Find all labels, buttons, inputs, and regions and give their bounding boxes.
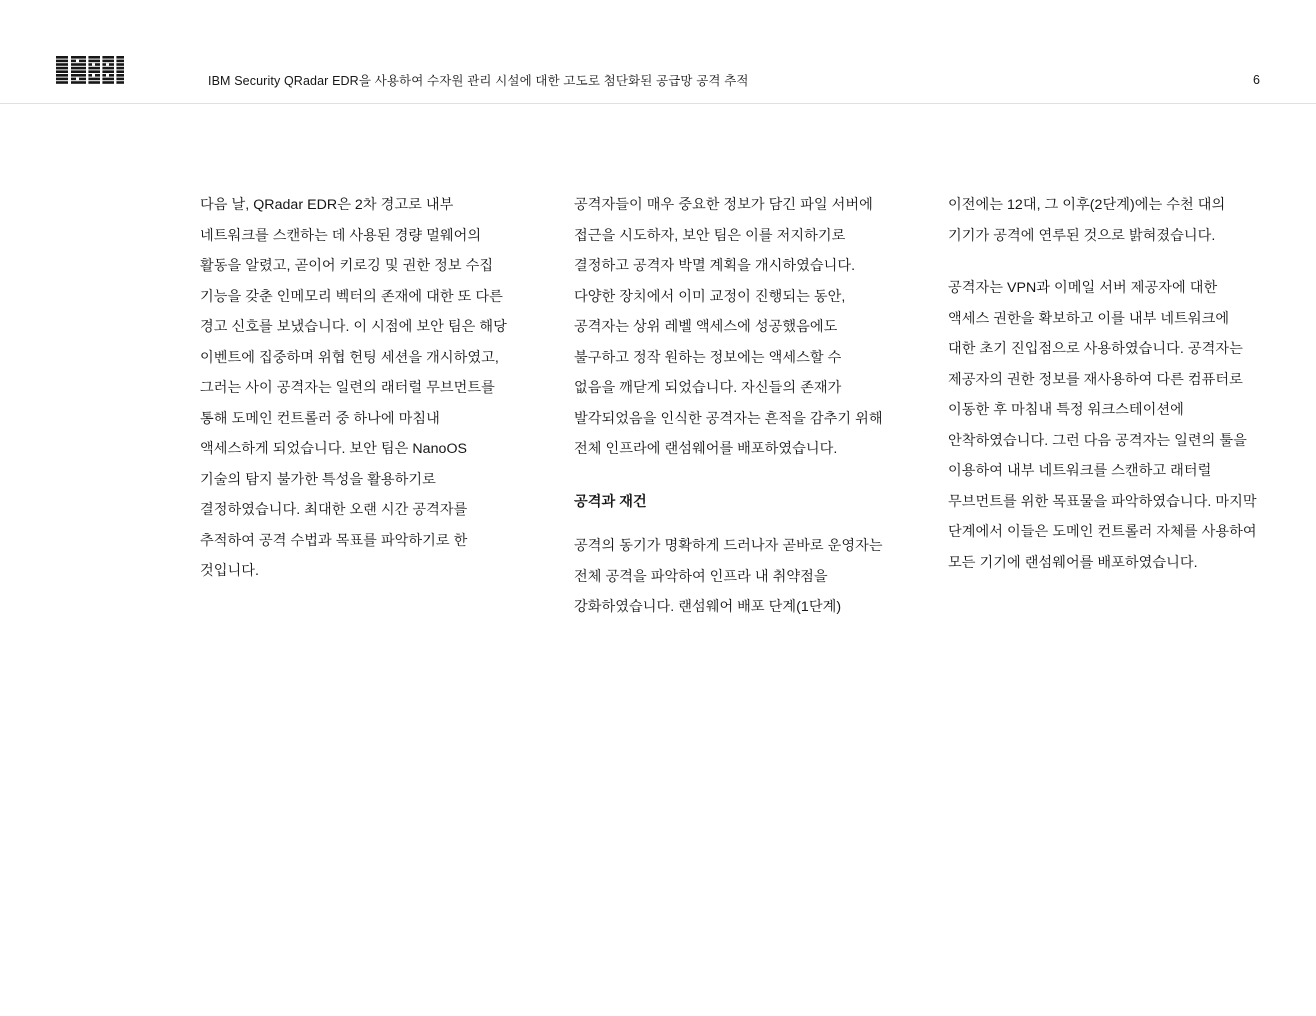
text-column-2 [574, 190, 884, 623]
paragraph: 공격의 동기가 명확하게 드러나자 곧바로 운영자는 전체 공격을 파악하여 인프라 내 취약점을 강화하였습니다. 랜섬웨어 배포 단계(1단계) [574, 538, 883, 615]
text-column-3 [948, 190, 1258, 623]
paragraph: 공격자는 VPN과 이메일 서버 제공자에 대한 액세스 권한을 확보하고 이를 내부 네트워크에 대한 초기 진입점으로 사용하였습니다. 공격자는 제공자의 권한 정보를 재사용하여 다른 컴퓨터로 이동한 후 마침내 특정 워크스테이션에 안착하였습니다. 그런 다음 공격자는 일련의 툴을 이용하여 내부 네트워크를 스캔하고 래터럴 무브먼트를 위한 목표물을 파악하였습니다. 마지막 단계에서 이들은 도메인 컨트롤러 자체를 사용하여 모든 기기에 랜섬웨어를 배포하였습니다. [948, 280, 1257, 571]
page-header [0, 0, 1316, 104]
ibm-logo [56, 56, 124, 84]
section-heading: 공격과 재건 [574, 493, 647, 510]
paragraph: 다음 날, QRadar EDR은 2차 경고로 내부 네트워크를 스캔하는 데 사용된 경량 멀웨어의 활동을 알렸고, 곧이어 키로깅 및 권한 정보 수집 기능을 갖춘 인메모리 벡터의 존재에 대한 또 다른 경고 신호를 보냈습니다. 이 시점에 보안 팀은 해당 이벤트에 집중하며 위협 헌팅 세션을 개시하였고, 그러는 사이 공격자는 일련의 래터럴 무브먼트를 통해 도메인 컨트롤러 중 하나에 마침내 액세스하게 되었습니다. 보안 팀은 NanoOS 기술의 탐지 불가한 특성을 활용하기로 결정하였습니다. 최대한 오랜 시간 공격자를 추적하여 공격 수법과 목표를 파악하기로 한 것입니다. [200, 197, 507, 579]
body-columns [0, 190, 1316, 623]
document-running-title: IBM Security QRadar EDR을 사용하여 수자원 관리 시설에 대한 고도로 첨단화된 공급망 공격 추적 [208, 74, 749, 88]
paragraph: 공격자들이 매우 중요한 정보가 담긴 파일 서버에 접근을 시도하자, 보안 팀은 이를 저지하기로 결정하고 공격자 박멸 계획을 개시하였습니다. 다양한 장치에서 이미 교정이 진행되는 동안, 공격자는 상위 레벨 액세스에 성공했음에도 불구하고 정작 원하는 정보에는 액세스할 수 없음을 깨닫게 되었습니다. 자신들의 존재가 발각되었음을 인식한 공격자는 흔적을 감추기 위해 전체 인프라에 랜섬웨어를 배포하였습니다. [574, 197, 883, 457]
page-number: 6 [1253, 73, 1260, 87]
paragraph: 이전에는 12대, 그 이후(2단계)에는 수천 대의 기기가 공격에 연루된 것으로 밝혀졌습니다. [948, 197, 1226, 244]
text-column-1 [200, 190, 510, 623]
